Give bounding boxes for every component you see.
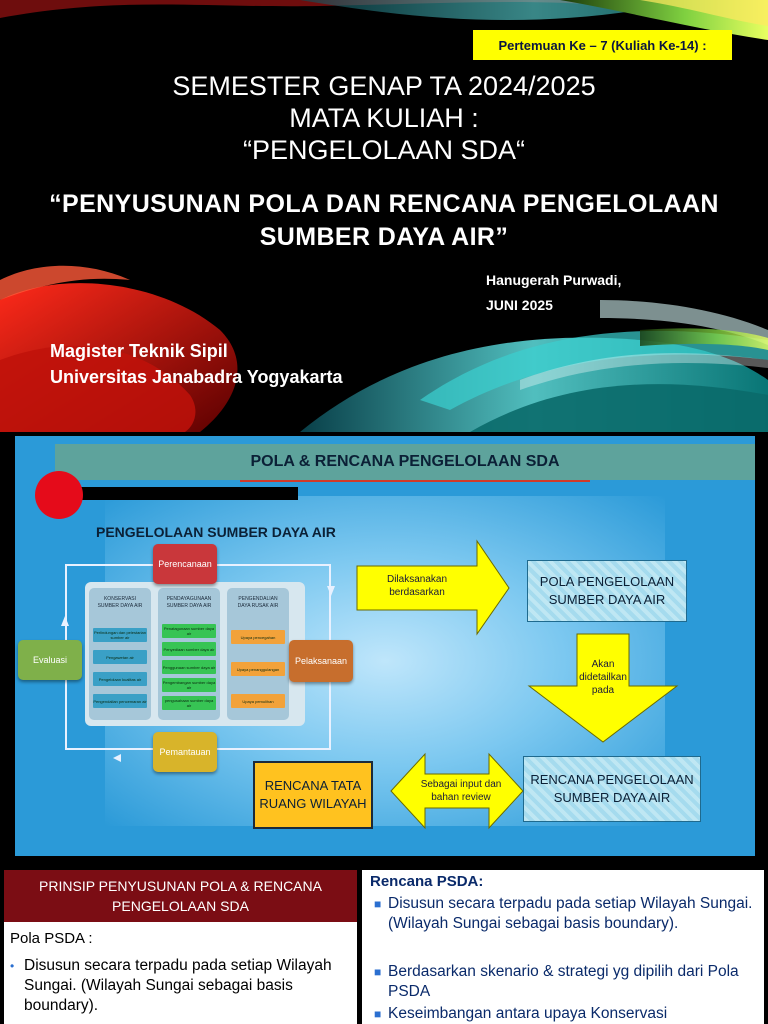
chip-pendayagunaan-2: Penyediaan sumber daya air [162, 642, 216, 656]
rencana-bullet-2 [374, 962, 756, 1002]
chip-konservasi-1: Perlindungan dan pelestarian sumber air [93, 630, 147, 640]
arrow-label-detail: Akan didetailkan pada [579, 659, 627, 696]
chip-pendayagunaan-5: pengusahaan sumber daya air [162, 696, 216, 710]
box-pola-psda: POLA PENGELOLAAN SUMBER DAYA AIR [527, 560, 687, 622]
chip-konservasi-4: Pengendalian pencemaran air [93, 694, 147, 708]
arrow-label-input: Sebagai input dan bahan review [420, 779, 502, 803]
rencana-bullet-2-text: Berdasarkan skenario & strategi yg dipilih dari Pola PSDA [388, 963, 739, 1000]
arrow-label-dilaksanakan: Dilaksanakan berdasarkan [386, 574, 448, 598]
chip-pendayagunaan-1: Penatagunaan sumber daya air [163, 626, 215, 636]
rencana-bullet-3 [374, 1004, 756, 1024]
chip-pengendalian-2: Upaya penanggulangan [231, 662, 285, 676]
rencana-bullet-3-text: Keseimbangan antara upaya Konservasi [388, 1005, 668, 1022]
semester-line: SEMESTER GENAP TA 2024/2025 [172, 71, 596, 101]
diagram-slide [0, 432, 768, 864]
rencana-bullet-1-text: Disusun secara terpadu pada setiap Wilayah Sungai. (Wilayah Sungai sebagai basis boundary). [388, 895, 753, 932]
pola-bullet [10, 956, 344, 1016]
cycle-title: PENGELOLAAN SUMBER DAYA AIR [96, 524, 336, 540]
rencana-heading: Rencana PSDA: [370, 873, 484, 890]
course-label-line: MATA KULIAH : [289, 103, 479, 133]
column-konservasi-header: KONSERVASI SUMBER DAYA AIR [97, 596, 143, 609]
diagram-panel [15, 436, 755, 856]
box-rencana-psda: RENCANA PENGELOLAAN SUMBER DAYA AIR [523, 756, 701, 822]
bullet-square-icon: ■ [374, 1007, 382, 1021]
rencana-column [362, 870, 764, 1024]
slide-title [0, 188, 768, 254]
chip-pengendalian-1: Upaya pencegahan [231, 630, 285, 644]
slide-title-line1: “PENYUSUNAN POLA DAN RENCANA PENGELOLAAN [49, 190, 719, 218]
bullet-square-icon: ■ [374, 897, 382, 911]
pola-subheading: Pola PSDA : [10, 930, 93, 947]
bullet-icon: • [10, 959, 15, 973]
chip-pendayagunaan-4: Pengembangan sumber daya air [162, 680, 216, 690]
pola-bullet-text: Disusun secara terpadu pada setiap Wilayah Sungai. (Wilayah Sungai sebagai basis boundary). [24, 957, 332, 1014]
university-name: Universitas Janabadra Yogyakarta [50, 367, 343, 387]
column-pengendalian-header: PENGENDALIAN DAYA RUSAK AIR [237, 596, 279, 609]
chip-konservasi-2: Pengawetan air [93, 650, 147, 664]
column-pendayagunaan-header: PENDAYAGUNAAN SUMBER DAYA AIR [166, 596, 212, 609]
title-slide [0, 0, 768, 432]
course-name-line: “PENGELOLAAN SDA“ [242, 135, 526, 165]
author-name: Hanugerah Purwadi, [486, 272, 622, 288]
stage-pelaksanaan: Pelaksanaan [289, 640, 353, 682]
chip-pendayagunaan-3: Penggunaan sumber daya air [162, 660, 216, 674]
stage-evaluasi: Evaluasi [18, 640, 82, 680]
box-rtrw: RENCANA TATA RUANG WILAYAH [253, 761, 373, 829]
presentation-date: JUNI 2025 [486, 297, 553, 313]
chip-pengendalian-3: Upaya pemulihan [231, 694, 285, 708]
stage-pemantauan: Pemantauan [153, 732, 217, 772]
diagram-header: POLA & RENCANA PENGELOLAAN SDA [55, 444, 755, 480]
principles-header: PRINSIP PENYUSUNAN POLA & RENCANA PENGELOLAAN SDA [4, 870, 357, 922]
bullet-square-icon: ■ [374, 965, 382, 979]
slide-title-line2: SUMBER DAYA AIR” [259, 223, 509, 251]
rencana-bullet-1 [374, 894, 756, 934]
chip-konservasi-3: Pengelolaan kualitas air [93, 672, 147, 686]
pola-column [4, 870, 357, 1024]
program-name: Magister Teknik Sipil [50, 341, 228, 361]
meeting-badge: Pertemuan Ke – 7 (Kuliah Ke-14) : [473, 30, 732, 60]
stage-perencanaan: Perencanaan [153, 544, 217, 584]
principles-slide [0, 864, 768, 1024]
